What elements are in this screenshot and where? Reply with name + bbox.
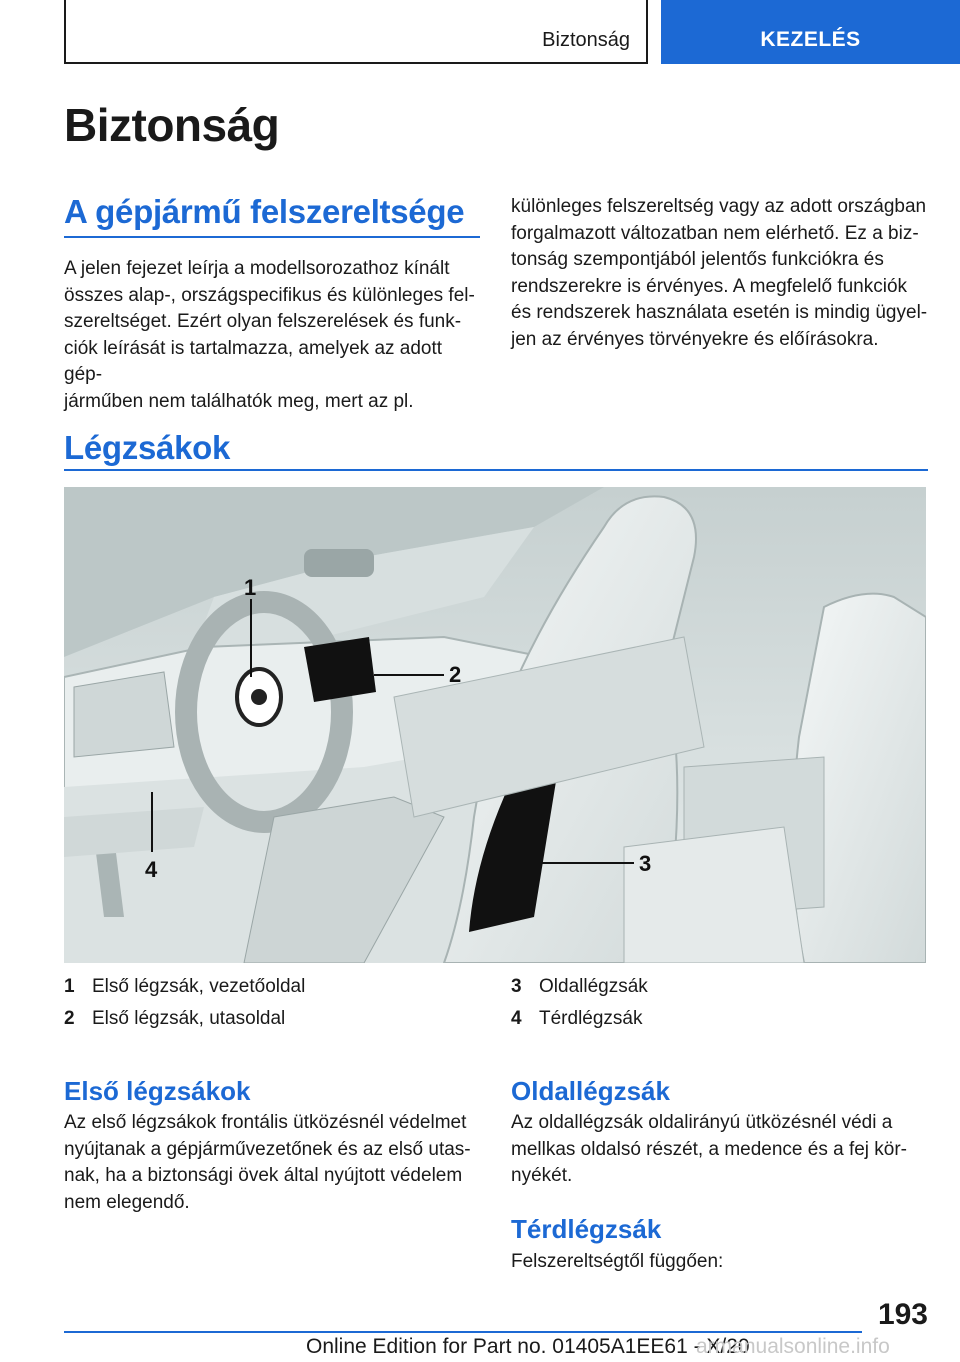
car-interior-illustration [64, 487, 926, 963]
callout-3: 3 [639, 851, 652, 876]
equipment-left-text [64, 256, 484, 415]
text-line: összes alap-, országspecifikus és különleges fel- [64, 284, 475, 306]
text-line: nyékét. [511, 1165, 573, 1186]
header-section-box [64, 0, 648, 64]
car-interior-figure [64, 487, 926, 963]
footer-edition [306, 1335, 750, 1359]
text-line: Az oldallégzsák oldalirányú ütközésnél védi a [511, 1112, 893, 1133]
header-section-label: Biztonság [542, 29, 630, 51]
side-airbag-heading: Oldallégzsák [511, 1076, 670, 1106]
legend-item [64, 976, 305, 998]
legend-text: Első légzsák, vezetőoldal [92, 976, 306, 997]
text-line: jen az érvényes törvényekre és előírásokra. [511, 328, 879, 350]
equipment-heading-rule [64, 236, 480, 238]
text-line: mellkas oldalsó részét, a medence és a fej kör- [511, 1138, 908, 1160]
header-chapter-tab[interactable] [661, 0, 960, 64]
airbags-heading: Légzsákok [64, 429, 231, 466]
text-line: rendszerekre is érvényes. A megfelelő funkciók [511, 275, 908, 297]
footer-watermark: armanualsonline.info [696, 1335, 890, 1358]
text-line: Az első légzsákok frontális ütközésnél védelmet [64, 1112, 467, 1133]
text-line: Felszereltségtől függően: [511, 1251, 724, 1272]
legend-text: Oldallégzsák [539, 976, 648, 997]
legend-item [511, 1008, 643, 1030]
legend-number: 1 [64, 976, 75, 997]
legend-number: 3 [511, 976, 522, 997]
callout-4: 4 [145, 857, 158, 882]
callout-1: 1 [244, 575, 257, 600]
text-line: nyújtanak a gépjárművezetőnek és az első utas- [64, 1138, 471, 1160]
page-title: Biztonság [64, 99, 280, 151]
text-line: és rendszerek használata esetén is mindig ügyel- [511, 302, 928, 323]
front-airbags-text [64, 1110, 484, 1216]
text-line: A jelen fejezet leírja a modellsorozathoz kínált [64, 258, 450, 279]
equipment-heading: A gépjármű felszereltsége [64, 193, 465, 230]
text-line: nem elegendő. [64, 1191, 190, 1213]
front-airbags-heading: Első légzsákok [64, 1076, 251, 1106]
callout-2: 2 [449, 662, 462, 687]
text-line: különleges felszereltség vagy az adott országban [511, 196, 927, 217]
text-line: ciók leírását is tartalmazza, amelyek az adott gép- [64, 337, 443, 385]
page-number: 193 [877, 1298, 928, 1331]
legend-item [511, 976, 648, 998]
legend-number: 2 [64, 1008, 75, 1029]
legend-text: Térdlégzsák [539, 1008, 643, 1029]
footer-edition-text: Online Edition for Part no. 01405A1EE61 - X/20 [306, 1335, 750, 1358]
knee-airbag-heading: Térdlégzsák [511, 1214, 662, 1244]
knee-airbag-text [511, 1249, 931, 1276]
footer-rule [64, 1331, 862, 1333]
header-chapter-label: KEZELÉS [760, 28, 861, 51]
text-line: járműben nem találhatók meg, mert az pl. [64, 390, 414, 412]
text-line: szereltséget. Ezért olyan felszerelések és funk- [64, 311, 462, 332]
legend-text: Első légzsák, utasoldal [92, 1008, 286, 1029]
airbags-heading-rule [64, 469, 928, 471]
equipment-right-text [511, 194, 931, 353]
text-line: tonság szempontjából jelentős funkciókra és [511, 249, 884, 270]
text-line: nak, ha a biztonsági övek által nyújtott védelem [64, 1165, 463, 1186]
text-line: forgalmazott változatban nem elérhető. Ez a biz- [511, 222, 919, 244]
legend-item [64, 1008, 285, 1030]
legend-number: 4 [511, 1008, 522, 1029]
side-airbag-text [511, 1110, 931, 1190]
